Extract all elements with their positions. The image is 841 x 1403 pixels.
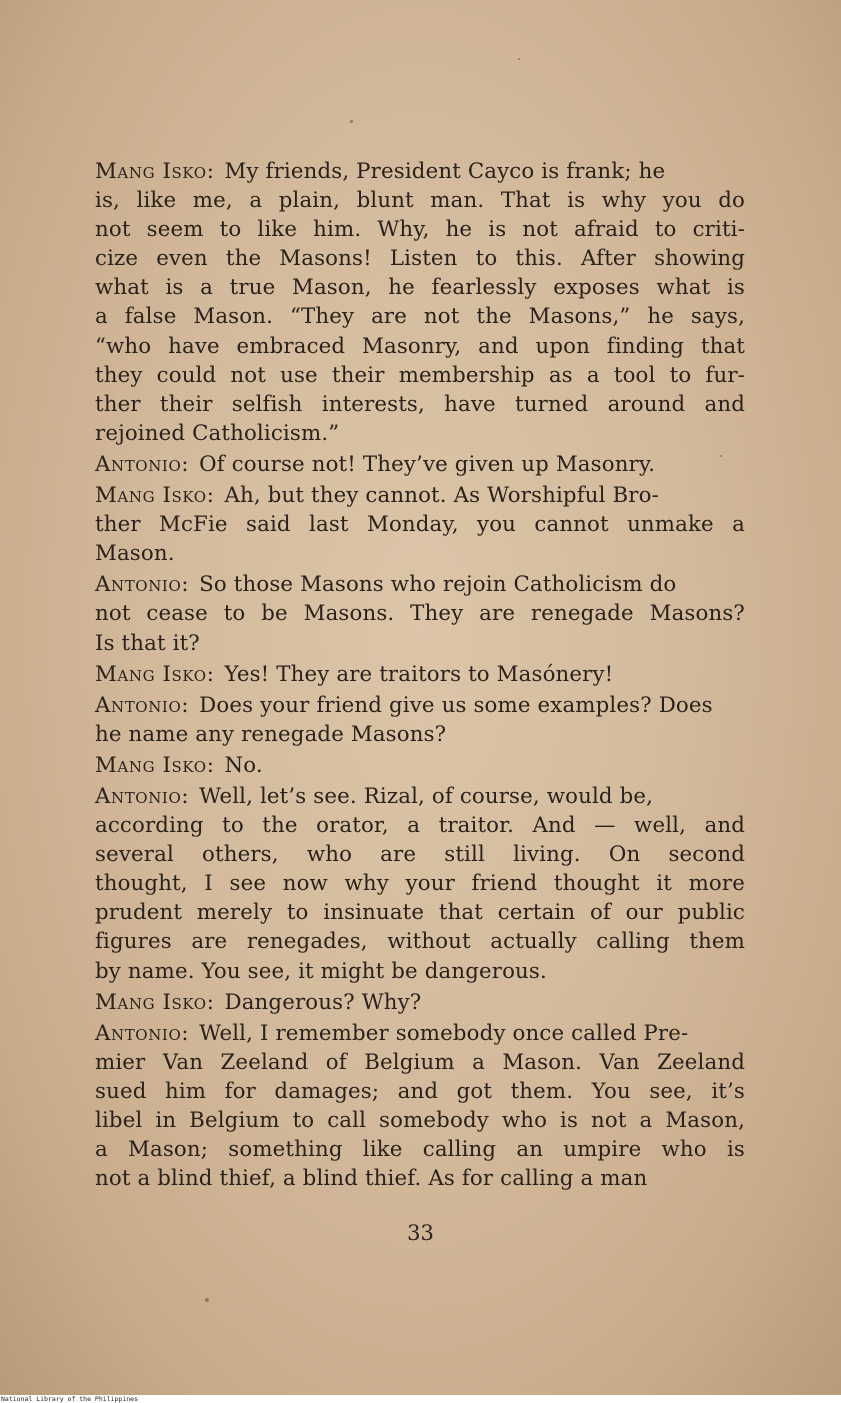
text-line: Of course not! They’ve given up Masonry. <box>199 451 656 477</box>
speaker-name: Antonio: <box>95 572 190 598</box>
text-line: “who have embraced Masonry, and upon finding that <box>95 333 745 359</box>
text-line: Does your friend give us some examples? Does <box>199 692 713 718</box>
speaker-name: Mang Isko: <box>95 661 215 687</box>
text-line: Is that it? <box>95 630 200 656</box>
dialogue-paragraph <box>95 691 745 749</box>
text-line: a false Mason. “They are not the Masons,” he says, <box>95 304 745 330</box>
text-line: not cease to be Masons. They are renegade Masons? <box>95 601 745 627</box>
text-line: they could not use their membership as a tool to fur- <box>95 362 745 388</box>
text-line: Dangerous? Why? <box>224 989 422 1015</box>
speaker-name: Antonio: <box>95 451 190 477</box>
text-line: rejoined Catholicism.” <box>95 420 340 446</box>
text-line: several others, who are still living. On second <box>95 842 745 868</box>
text-line: figures are renegades, without actually calling them <box>95 929 745 955</box>
text-line: Mason. <box>95 541 175 567</box>
dust-speck <box>350 120 353 123</box>
text-line: a Mason; something like calling an umpire who is <box>95 1137 745 1163</box>
text-line: So those Masons who rejoin Catholicism do <box>199 572 677 598</box>
text-line: by name. You see, it might be dangerous. <box>95 958 547 984</box>
text-line: ther their selfish interests, have turned around and <box>95 391 745 417</box>
dialogue-paragraph <box>95 157 745 448</box>
speaker-name: Mang Isko: <box>95 159 215 184</box>
text-line: My friends, President Cayco is frank; he <box>224 159 666 184</box>
dust-speck <box>518 58 520 60</box>
text-line: thought, I see now why your friend thought it more <box>95 871 745 897</box>
dialogue-paragraph <box>95 782 745 986</box>
text-line: according to the orator, a traitor. And — well, and <box>95 813 745 839</box>
text-line: No. <box>224 752 263 778</box>
text-line: sued him for damages; and got them. You see, it’s <box>95 1078 745 1104</box>
speaker-name: Mang Isko: <box>95 752 215 778</box>
text-line: ther McFie said last Monday, you cannot unmake a <box>95 512 745 538</box>
dialogue-text <box>95 157 745 1195</box>
dialogue-paragraph <box>95 481 745 568</box>
text-line: not a blind thief, a blind thief. As for calling a man <box>95 1166 648 1192</box>
text-line: prudent merely to insinuate that certain of our public <box>95 900 745 926</box>
text-line: Yes! They are traitors to Masónery! <box>224 661 614 687</box>
text-line: cize even the Masons! Listen to this. After showing <box>95 246 745 272</box>
dialogue-paragraph <box>95 450 745 479</box>
page-number: 33 <box>407 1221 434 1245</box>
text-line: libel in Belgium to call somebody who is not a Mason, <box>95 1108 745 1133</box>
speaker-name: Antonio: <box>95 1020 190 1046</box>
text-line: not seem to like him. Why, he is not afraid to criti- <box>95 217 745 243</box>
text-line: mier Van Zeeland of Belgium a Mason. Van Zeeland <box>95 1049 745 1075</box>
text-line: is, like me, a plain, blunt man. That is why you do <box>95 188 745 214</box>
text-line: Ah, but they cannot. As Worshipful Bro- <box>224 483 659 509</box>
text-line: Well, let’s see. Rizal, of course, would be, <box>199 783 654 809</box>
dust-speck <box>205 1298 209 1302</box>
dialogue-paragraph <box>95 1019 745 1194</box>
speaker-name: Antonio: <box>95 783 190 809</box>
speaker-name: Antonio: <box>95 692 190 718</box>
dialogue-paragraph <box>95 751 745 780</box>
text-line: Well, I remember somebody once called Pre- <box>199 1020 689 1046</box>
text-line: what is a true Mason, he fearlessly exposes what is <box>95 275 745 301</box>
dialogue-paragraph <box>95 660 745 689</box>
dialogue-paragraph <box>95 570 745 657</box>
text-line: he name any renegade Masons? <box>95 721 447 747</box>
speaker-name: Mang Isko: <box>95 989 215 1015</box>
speaker-name: Mang Isko: <box>95 483 215 509</box>
footer-credit: National Library of the Philippines <box>1 1395 138 1403</box>
dialogue-paragraph <box>95 988 745 1017</box>
